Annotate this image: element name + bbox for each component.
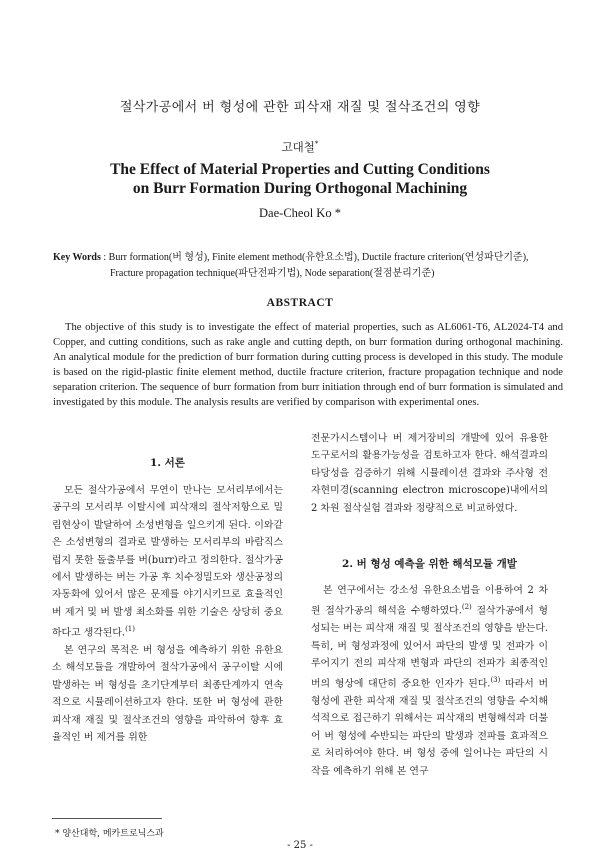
left-column bbox=[52, 482, 283, 746]
title-english-line2: on Burr Formation During Orthogonal Machining bbox=[132, 180, 468, 197]
keywords-block bbox=[53, 250, 563, 281]
right-column bbox=[311, 430, 548, 517]
abstract-heading: ABSTRACT bbox=[266, 297, 334, 309]
section1-paragraph2: 본 연구의 목적은 버 형성을 예측하기 위한 유한요소 해석모듈을 개발하여 절삭가공에서 공구이탈 시에 발생하는 버 형성을 초기단계부터 최종단계까지 연속적으로 시뮬레이션하고자 한다. 또한 버 형성에 관한 피삭재 재질 및 절삭조건의 영향을 파악하여 향후 효율적인 버 제거를 위한 bbox=[52, 644, 283, 743]
abstract-paragraph: The objective of this study is to investigate the effect of material properties, such as AL6061-T6, AL2024-T4 and Copper, and cutting conditions, such as rake angle and cutting depth, on burr formation during orthogonal machining. An analytical module for the prediction of burr formation during cutting process is developed in this study. The module is based on the rigid-plastic finite element method, ductile fracture criterion, fracture propagation technique and node separation criterion. The sequence of burr formation from burr initiation through end of burr formation is simulated and investigated by this module. The analysis results are verified by comparison with experimental ones. bbox=[53, 322, 563, 409]
paper-title-korean: 절삭가공에서 버 형성에 관한 피삭재 재질 및 절삭조건의 영향 bbox=[119, 100, 481, 115]
section2-heading: 2. 버 형성 예측을 위한 해석모듈 개발 bbox=[342, 558, 517, 570]
author-name-korean: 고대철 bbox=[281, 140, 315, 154]
keywords-line1: : Burr formation(버 형성), Finite element method(유한요소법), Ductile fracture criterion(연성파단기준), bbox=[100, 252, 529, 263]
author-affiliation-mark: * bbox=[314, 140, 319, 149]
page-number: - 25 - bbox=[287, 840, 313, 851]
reference-2: (2) bbox=[461, 603, 472, 612]
keywords-label: Key Words bbox=[53, 252, 101, 263]
author-english: Dae-Cheol Ko * bbox=[259, 206, 341, 220]
section1-paragraph1: 모든 절삭가공에서 무연이 만나는 모서리부에서는 공구의 모서리부 이탈시에 피삭재의 절삭저항으로 밀림현상이 발달하여 소성변형을 일으키게 된다. 이와같은 소성변형의 결과로 발생하는 모서리부의 바람직스럽지 못한 돌출부를 버(burr)라고 정의한다. 절삭가공에서 발생하는 버는 가공 후 치수정밀도와 생산공정의 자동화에 있어서 많은 문제를 야기시키므로 효율적인 버 제거 및 버 발생 최소화를 위한 기술은 상당히 중요하다고 생각된다.$^{(1)}$ bbox=[52, 485, 283, 639]
title-english-line1: The Effect of Material Properties and Cutting Conditions bbox=[110, 161, 490, 178]
section2-body bbox=[311, 582, 548, 780]
footnote-divider bbox=[52, 818, 162, 819]
author-korean bbox=[0, 139, 600, 155]
paper-title-english bbox=[0, 160, 600, 198]
footnote: * 양산대학, 메카트로닉스과 bbox=[55, 829, 164, 839]
section1-heading: 1. 서론 bbox=[150, 457, 185, 469]
reference-1: (1) bbox=[125, 625, 135, 634]
section2-paragraph1: 본 연구에서는 강소성 유한요소법을 이용하여 2 차원 절삭가공의 해석을 수행하였다.$^{(2)}$ 절삭가공에서 형성되는 버는 피삭재 재질 및 절삭조건의 영향을 받는다. 특히, 버 형성과정에 있어서 파단의 발생 및 전파가 이루어지기 전의 피삭재 변형과 파단의 전파가 최종적인 버의 형상에 대단히 중요한 인자가 된다.$^{(3)}$ 따라서 버 형성에 관한 피삭재 재질 및 절삭조건의 영향을 수치해석적으로 접근하기 위해서는 피삭재의 변형해석과 더불어 버 형성에 수반되는 파단의 발생과 전파를 효과적으로 처리하여야 한다. 버 형성 중에 일어나는 파단의 시작을 예측하기 위해 본 연구 bbox=[311, 585, 549, 777]
reference-3: (3) bbox=[490, 676, 501, 685]
abstract-text bbox=[53, 320, 563, 411]
section1-paragraph-continued: 전문가시스템이나 버 제거장비의 개발에 있어 유용한 도구로서의 활용가능성을 검토하고자 한다. 해석결과의 타당성을 검증하기 위해 시뮬레이션 결과와 주사형 전자현미경(scanning electron microscope)내에서의 2 차원 절삭실험 결과와 정량적으로 비교하였다. bbox=[311, 433, 548, 514]
keywords-line2: Fracture propagation technique(파단전파기법), Node separation(절점분리기준) bbox=[110, 267, 435, 279]
